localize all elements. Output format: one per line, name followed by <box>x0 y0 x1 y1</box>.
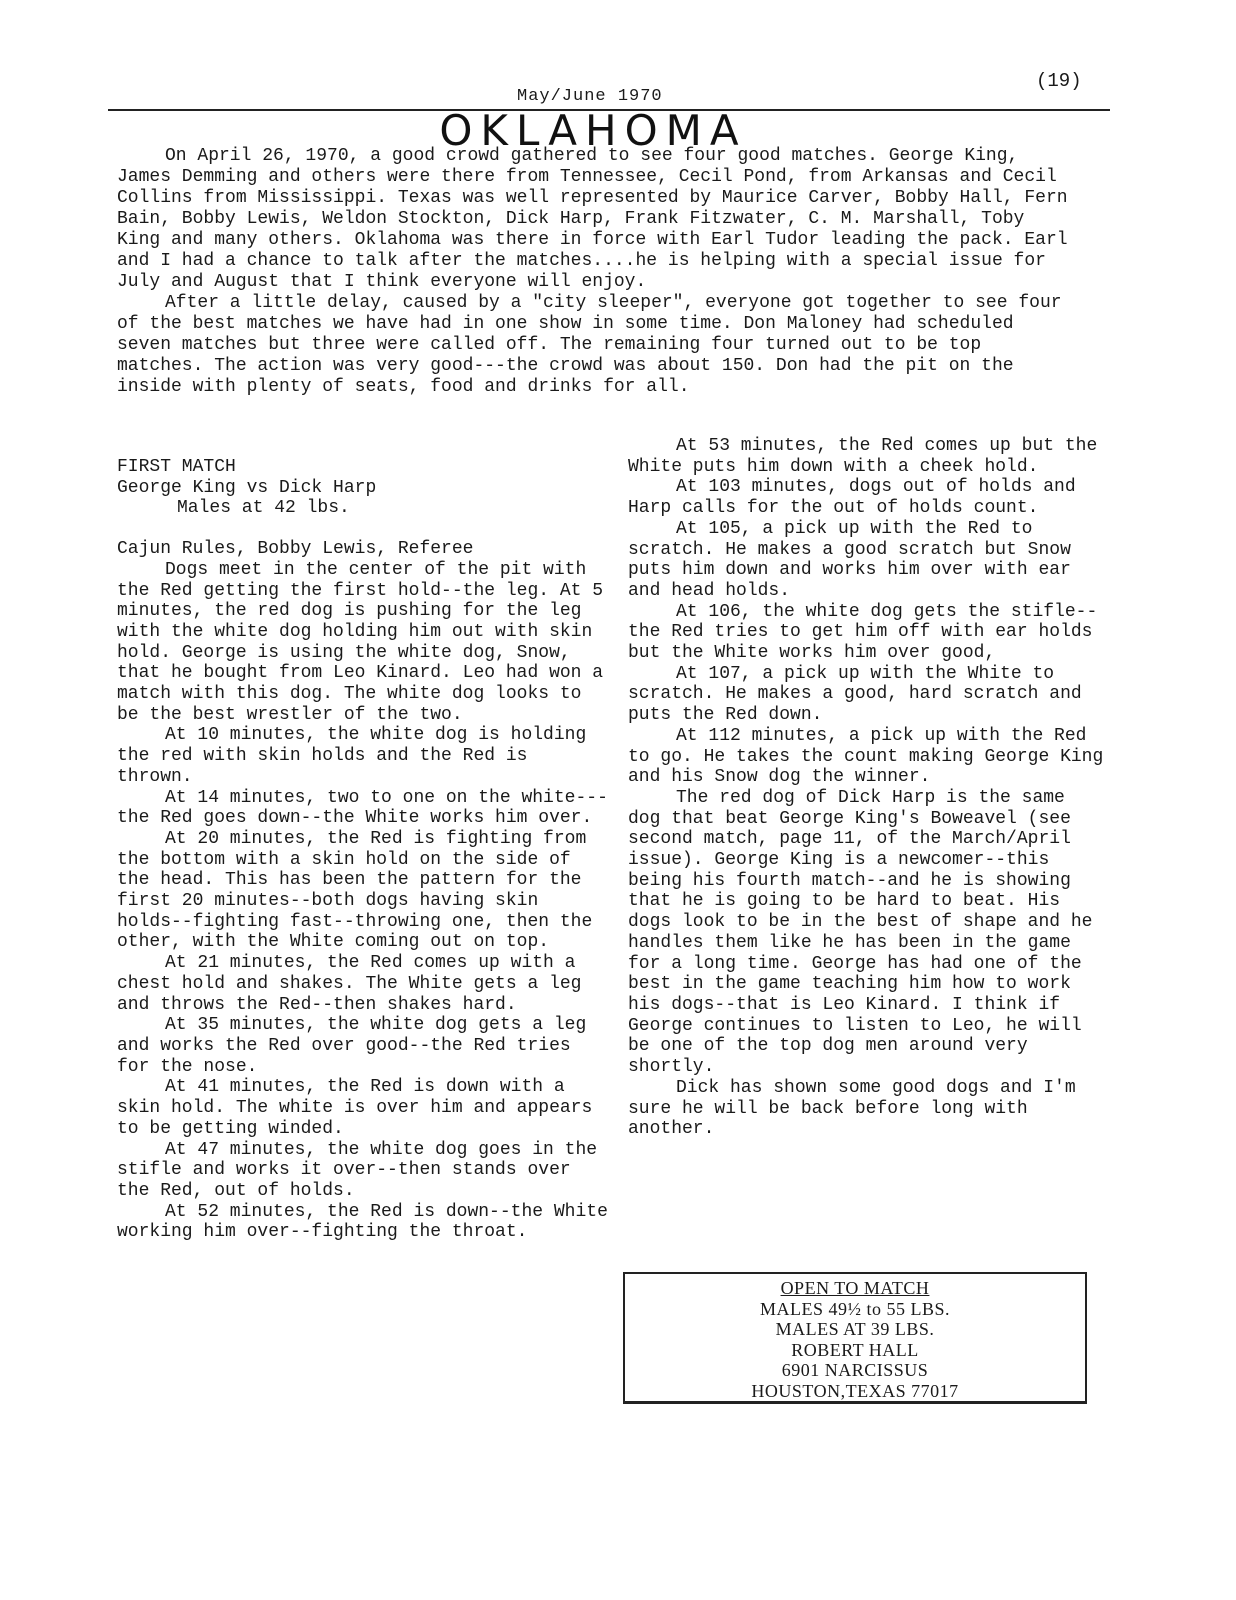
ad-line: ROBERT HALL <box>791 1339 919 1360</box>
match-paragraph: At 112 minutes, a pick up with the Red to go. He takes the count making George King and his Snow dog the winner. <box>628 725 1104 788</box>
match-paragraph: At 41 minutes, the Red is down with a skin hold. The white is over him and appears to be getting winded. <box>117 1077 593 1139</box>
page-title: OKLAHOMA <box>439 106 747 155</box>
match-paragraph: At 105, a pick up with the Red to scratch. He makes a good scratch but Snow puts him down and works him over with ear and head holds. <box>628 518 1071 601</box>
match-paragraph: At 106, the white dog gets the stifle--the Red tries to get him off with ear holds but the White works him over good, <box>628 601 1098 664</box>
match-weight: Males at 42 lbs. <box>177 498 350 519</box>
ad-line: 6901 NARCISSUS <box>781 1360 929 1381</box>
match-heading: FIRST MATCH <box>117 457 236 477</box>
page-number: (19) <box>1036 70 1082 92</box>
match-paragraph: Dick has shown some good dogs and I'm sure he will be back before long with another. <box>628 1077 1076 1140</box>
match-paragraph: At 107, a pick up with the White to scratch. He makes a good, hard scratch and puts the Red down. <box>628 663 1082 726</box>
left-column <box>117 457 609 1243</box>
match-paragraph: At 47 minutes, the white dog goes in the stifle and works it over--then stands over the Red, out of holds. <box>117 1139 598 1201</box>
issue-date: May/June 1970 <box>517 87 663 106</box>
match-paragraph: Dogs meet in the center of the pit with the Red getting the first hold--the leg. At 5 minutes, the red dog is pushing for the leg with the white dog holding him out with skin hold. George is using the white dog, Snow, that he bought from Leo Kinard. Leo had won a match with this dog. The white dog looks to be the best wrestler of the two. <box>117 559 604 725</box>
match-paragraph: At 103 minutes, dogs out of holds and Harp calls for the out of holds count. <box>628 477 1076 519</box>
advertisement-box <box>623 1272 1087 1404</box>
spacer <box>117 519 609 539</box>
ad-line: MALES 49½ to 55 LBS. <box>759 1298 951 1319</box>
match-paragraph: The red dog of Dick Harp is the same dog that beat George King's Boweavel (see second match, page 11, of the March/April issue). George King is a newcomer--this being his fourth match--and he is showing that he is going to be hard to beat. His dogs look to be in the best of shape and he handles them like he has been in the game for a long time. George has had one of the best in the game teaching him how to work his dogs--that is Leo Kinard. I think if George continues to listen to Leo, he will be one of the top dog men around very shortly. <box>628 787 1093 1078</box>
intro-paragraph: After a little delay, caused by a "city sleeper", everyone got together to see four of the best matches we have had in one show in some time. Don Maloney had scheduled seven matches but three were called off. The remaining four turned out to be top matches. The action was very good---the crowd was about 150. Don had the pit on the inside with plenty of seats, food and drinks for all. <box>117 293 1062 397</box>
match-rules: Cajun Rules, Bobby Lewis, Referee <box>117 539 474 560</box>
match-paragraph: At 53 minutes, the Red comes up but the White puts him down with a cheek hold. <box>628 436 1098 477</box>
match-paragraph: At 52 minutes, the Red is down--the White working him over--fighting the throat. <box>117 1201 608 1243</box>
match-paragraph: At 14 minutes, two to one on the white---the Red goes down--the White works him over. <box>117 787 608 829</box>
ad-line: HOUSTON,TEXAS 77017 <box>751 1380 959 1401</box>
match-paragraph: At 35 minutes, the white dog gets a leg and works the Red over good--the Red tries for the nose. <box>117 1015 587 1077</box>
match-paragraph: At 20 minutes, the Red is fighting from the bottom with a skin hold on the side of the head. This has been the pattern for the first 20 minutes--both dogs having skin holds--fighting fast--throwing one, then the other, with the White coming out on top. <box>117 828 593 953</box>
match-contestants: George King vs Dick Harp <box>117 477 377 498</box>
ad-heading: OPEN TO MATCH <box>780 1278 930 1298</box>
right-column <box>628 436 1108 1140</box>
intro-paragraph: On April 26, 1970, a good crowd gathered to see four good matches. George King, James Demming and others were there from Tennessee, Cecil Pond, from Arkansas and Cecil Collins from Mississippi. Texas was well represented by Maurice Carver, Bobby Hall, Fern Bain, Bobby Lewis, Weldon Stockton, Dick Harp, Frank Fitzwater, C. M. Marshall, Toby King and many others. Oklahoma was there in force with Earl Tudor leading the pack. Earl and I had a chance to talk after the matches....he is helping with a special issue for July and August that I think everyone will enjoy. <box>117 146 1068 292</box>
match-paragraph: At 21 minutes, the Red comes up with a chest hold and shakes. The White gets a leg and throws the Red--then shakes hard. <box>117 953 582 1015</box>
match-paragraph: At 10 minutes, the white dog is holding the red with skin holds and the Red is thrown. <box>117 725 587 787</box>
ad-line: MALES AT 39 LBS. <box>775 1319 935 1340</box>
intro-section <box>117 146 1077 398</box>
